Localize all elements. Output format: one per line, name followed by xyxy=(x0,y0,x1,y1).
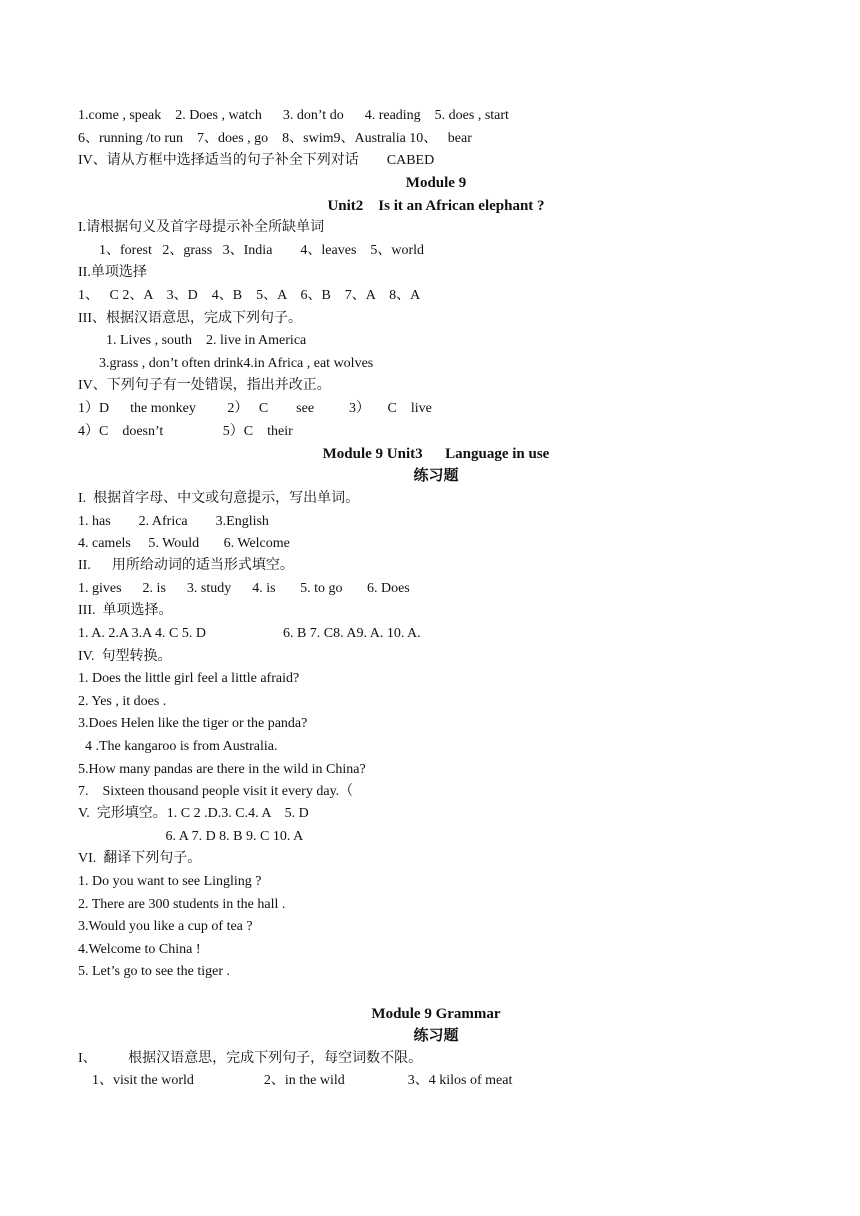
answer-line: 1. Does the little girl feel a little afraid? xyxy=(78,671,300,686)
answer-line: 1、forest 2、grass 3、India 4、leaves 5、world xyxy=(78,243,425,258)
answer-line: 4.Welcome to China ! xyxy=(78,942,201,957)
answer-line: 6. A 7. D 8. B 9. C 10. A xyxy=(78,829,304,844)
answer-line: 7. Sixteen thousand people visit it every day.（ xyxy=(78,784,354,799)
section-heading: III、根据汉语意思，完成下列句子。 xyxy=(78,311,302,326)
answer-line: 2. Yes , it does . xyxy=(78,694,167,709)
section-heading: II. 用所给动词的适当形式填空。 xyxy=(78,558,294,573)
module-heading: Module 9 xyxy=(405,175,467,191)
answer-line: 1、 C 2、A 3、D 4、B 5、A 6、B 7、A 8、A xyxy=(78,288,421,303)
answer-line: 4. camels 5. Would 6. Welcome xyxy=(78,536,290,551)
answer-line: IV、请从方框中选择适当的句子补全下列对话 CABED xyxy=(78,153,435,168)
section-heading: I、 根据汉语意思，完成下列句子，每空词数不限。 xyxy=(78,1051,423,1066)
answer-line: 5. Let’s go to see the tiger . xyxy=(78,964,231,979)
section-heading: II.单项选择 xyxy=(78,265,147,280)
answer-line: 4）C doesn’t 5）C their xyxy=(78,424,293,439)
answer-line: 1、visit the world 2、in the wild 3、4 kilos of meat xyxy=(78,1073,513,1088)
answer-line: 1. gives 2. is 3. study 4. is 5. to go 6. Does xyxy=(78,581,410,596)
exercise-heading: 练习题 xyxy=(413,1028,459,1044)
answer-line: 1）D the monkey 2） C see 3） C live xyxy=(78,401,432,416)
answer-line: 3.Would you like a cup of tea ? xyxy=(78,919,253,934)
section-heading: VI. 翻译下列句子。 xyxy=(78,851,202,866)
unit-heading: Unit2 Is it an African elephant ? xyxy=(327,198,545,214)
exercise-heading: 练习题 xyxy=(413,468,459,484)
answer-line: 1.come , speak 2. Does , watch 3. don’t do 4. reading 5. does , start xyxy=(78,108,509,123)
answer-line: 1. Do you want to see Lingling ? xyxy=(78,874,262,889)
answer-line: 1. Lives , south 2. live in America xyxy=(78,333,307,348)
answer-line: 4 .The kangaroo is from Australia. xyxy=(78,739,278,754)
section-heading: I. 根据首字母、中文或句意提示，写出单词。 xyxy=(78,491,360,506)
answer-line: 1. A. 2.A 3.A 4. C 5. D 6. B 7. C8. A9. A. 10. A. xyxy=(78,626,421,641)
answer-line: 1. has 2. Africa 3.English xyxy=(78,514,269,529)
answer-line: 3.grass , don’t often drink4.in Africa , eat wolves xyxy=(78,356,374,371)
section-heading: V. 完形填空。1. C 2 .D.3. C.4. A 5. D xyxy=(78,806,309,821)
unit-heading: Module 9 Unit3 Language in use xyxy=(322,446,550,462)
section-heading: IV、下列句子有一处错误，指出并改正。 xyxy=(78,378,331,393)
section-heading: III. 单项选择。 xyxy=(78,603,173,618)
module-heading: Module 9 Grammar xyxy=(371,1006,501,1022)
answer-line: 5.How many pandas are there in the wild in China? xyxy=(78,762,366,777)
answer-line: 3.Does Helen like the tiger or the panda? xyxy=(78,716,308,731)
answer-line: 6、running /to run 7、does , go 8、swim9、Australia 10、 bear xyxy=(78,131,472,146)
section-heading: I.请根据句义及首字母提示补全所缺单词 xyxy=(78,220,325,235)
section-heading: IV. 句型转换。 xyxy=(78,649,172,664)
answer-line: 2. There are 300 students in the hall . xyxy=(78,897,286,912)
